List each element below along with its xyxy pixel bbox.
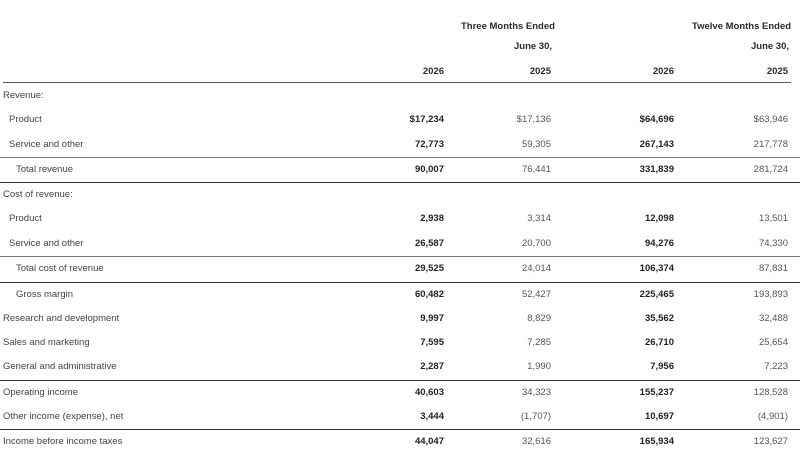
cell-q-2025: 7,285: [527, 337, 551, 348]
cell-t-2026: 26,710: [644, 337, 674, 348]
row-label: Service and other: [9, 238, 84, 249]
cell-t-2026: 12,098: [644, 213, 674, 224]
table-row: [0, 256, 800, 281]
cell-t-2025: 193,893: [753, 289, 788, 300]
cell-t-2025: 217,778: [753, 139, 788, 150]
cell-q-2026: $17,234: [409, 114, 444, 125]
row-label: General and administrative: [3, 361, 117, 372]
cell-q-2025: 52,427: [521, 289, 551, 300]
table-row: [0, 355, 800, 379]
cell-t-2026: 106,374: [639, 263, 674, 274]
cell-q-2026: 26,587: [414, 238, 444, 249]
year-header-q-2026: 2026: [422, 66, 444, 77]
cell-q-2025: $17,136: [516, 114, 551, 125]
year-header-t-2025: 2025: [766, 66, 788, 77]
cell-q-2025: 24,014: [521, 263, 551, 274]
year-header-t-2026: 2026: [652, 66, 674, 77]
cell-t-2025: 281,724: [753, 164, 788, 175]
cell-t-2026: 35,562: [644, 313, 674, 324]
cell-q-2025: 76,441: [521, 164, 551, 175]
row-label: Income before income taxes: [3, 436, 123, 447]
cell-t-2026: 7,956: [650, 361, 674, 372]
cell-q-2025: 8,829: [527, 313, 551, 324]
cell-t-2026: 165,934: [639, 436, 674, 447]
table-row: [0, 157, 800, 182]
table-row: [0, 207, 800, 231]
cell-q-2025: (1,707): [520, 411, 551, 422]
cell-q-2025: 34,323: [521, 387, 551, 398]
cell-t-2026: $64,696: [639, 114, 674, 125]
row-label: Operating income: [3, 387, 78, 398]
cell-t-2025: 128,528: [753, 387, 788, 398]
cell-q-2026: 44,047: [414, 436, 444, 447]
cell-q-2026: 7,595: [420, 337, 444, 348]
cell-q-2025: 1,990: [527, 361, 551, 372]
row-label: Other income (expense), net: [3, 411, 124, 422]
cell-q-2025: 3,314: [527, 213, 551, 224]
row-label: Product: [9, 213, 42, 224]
row-label: Revenue:: [3, 90, 44, 101]
row-label: Service and other: [9, 139, 84, 150]
cell-t-2025: 7,223: [764, 361, 788, 372]
twelve-months-header: Twelve Months Ended: [692, 21, 792, 32]
cell-q-2026: 40,603: [414, 387, 444, 398]
table-row: [0, 108, 800, 132]
row-label: Product: [9, 114, 42, 125]
cell-t-2025: 74,330: [758, 238, 788, 249]
header-rule: [3, 82, 791, 83]
cell-q-2026: 29,525: [414, 263, 444, 274]
table-row: [0, 133, 800, 157]
three-months-header: Three Months Ended: [461, 21, 555, 32]
cell-q-2025: 32,616: [521, 436, 551, 447]
year-header-q-2025: 2025: [529, 66, 551, 77]
cell-t-2026: 155,237: [639, 387, 674, 398]
cell-q-2026: 3,444: [420, 411, 444, 422]
row-label: Sales and marketing: [3, 337, 90, 348]
cell-t-2025: $63,946: [753, 114, 788, 125]
three-months-date-header: June 30,: [514, 41, 553, 52]
cell-t-2025: 25,654: [758, 337, 788, 348]
cell-q-2025: 20,700: [521, 238, 551, 249]
table-row: [0, 405, 800, 429]
table-row: [0, 282, 800, 307]
cell-t-2026: 225,465: [639, 289, 674, 300]
row-label: Total revenue: [16, 164, 74, 175]
row-label: Total cost of revenue: [16, 263, 104, 274]
cell-q-2026: 2,938: [420, 213, 444, 224]
cell-t-2025: 123,627: [753, 436, 788, 447]
cell-t-2026: 267,143: [639, 139, 674, 150]
cell-q-2026: 72,773: [414, 139, 444, 150]
table-row: [0, 232, 800, 256]
cell-t-2025: 32,488: [758, 313, 788, 324]
table-row: [0, 331, 800, 355]
cell-q-2026: 60,482: [414, 289, 444, 300]
cell-t-2025: (4,901): [757, 411, 788, 422]
cell-q-2026: 9,997: [420, 313, 444, 324]
row-label: Cost of revenue:: [3, 189, 73, 200]
cell-t-2026: 94,276: [644, 238, 674, 249]
cell-q-2026: 2,287: [420, 361, 444, 372]
table-row: [0, 182, 800, 207]
row-label: Gross margin: [16, 289, 74, 300]
cell-q-2026: 90,007: [414, 164, 444, 175]
row-label: Research and development: [3, 313, 120, 324]
table-row: [0, 380, 800, 405]
cell-t-2025: 13,501: [758, 213, 788, 224]
cell-t-2026: 10,697: [644, 411, 674, 422]
cell-t-2025: 87,831: [758, 263, 788, 274]
twelve-months-date-header: June 30,: [751, 41, 790, 52]
table-row: [0, 429, 800, 450]
cell-t-2026: 331,839: [639, 164, 674, 175]
cell-q-2025: 59,305: [521, 139, 551, 150]
table-row: [0, 84, 800, 108]
table-row: [0, 307, 800, 331]
